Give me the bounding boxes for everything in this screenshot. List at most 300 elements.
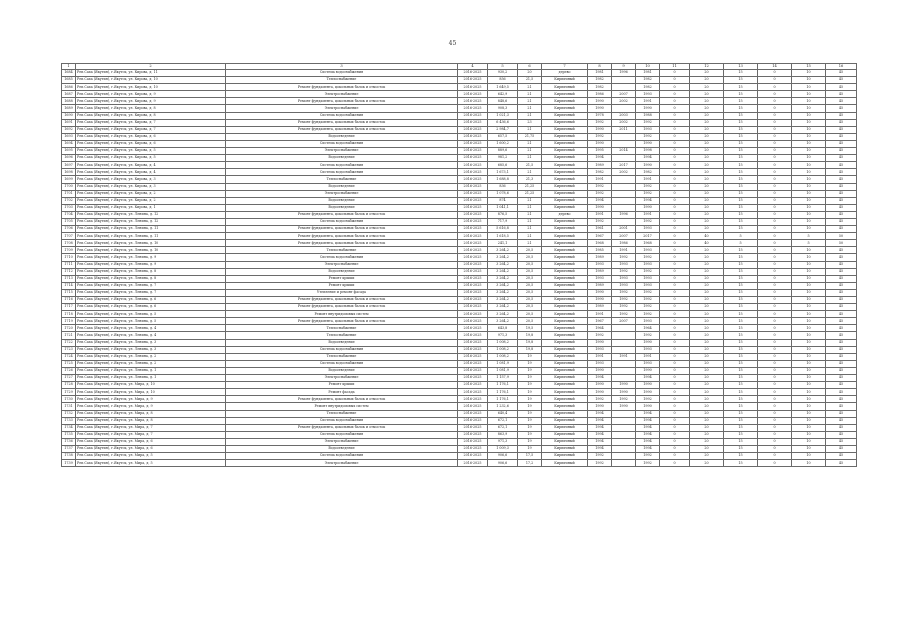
table-cell: 0 bbox=[660, 112, 690, 119]
table-cell: 0 bbox=[660, 304, 690, 311]
table-row bbox=[62, 382, 857, 389]
table-cell: 20 bbox=[690, 176, 724, 183]
table-cell: 1720 bbox=[62, 325, 76, 332]
table-cell: 1968 bbox=[588, 240, 612, 247]
table-cell: 20 bbox=[690, 77, 724, 84]
table-cell: Кирпичный bbox=[542, 148, 588, 155]
table-cell: Ремонт фундамента, цокольных балок и отмосток bbox=[226, 318, 458, 325]
table-cell: 45 bbox=[826, 318, 857, 325]
table-cell: 856 bbox=[488, 77, 518, 84]
table-cell: 5 616,8 bbox=[488, 226, 518, 233]
table-cell: 1993 bbox=[636, 360, 660, 367]
table-cell: 21 bbox=[518, 105, 542, 112]
table-cell: 1990 bbox=[588, 389, 612, 396]
table-cell: 1990 bbox=[588, 105, 612, 112]
table-cell: 1989 bbox=[588, 254, 612, 261]
table-cell: 1982 bbox=[588, 84, 612, 91]
table-cell: 10 bbox=[792, 112, 826, 119]
table-cell: Реп.Саха (Якутия), г.Якутск, ул. Мира, д. 7 bbox=[76, 424, 226, 431]
table-cell: 20 bbox=[690, 148, 724, 155]
table-cell: 1 232,6 bbox=[488, 403, 518, 410]
table-cell: 1 041,1 bbox=[488, 204, 518, 211]
table-cell: 2016-2025 bbox=[458, 126, 488, 133]
table-cell: 3 264,2 bbox=[488, 254, 518, 261]
table-cell: Реп.Саха (Якутия), г.Якутск, ул. Ленина, д. 5 bbox=[76, 311, 226, 318]
table-cell: 2016-2025 bbox=[458, 211, 488, 218]
table-cell: 1701 bbox=[62, 190, 76, 197]
table-cell: 10 bbox=[792, 339, 826, 346]
table-cell: 0 bbox=[660, 218, 690, 225]
table-cell: 0 bbox=[660, 183, 690, 190]
table-cell: 0 bbox=[758, 453, 792, 460]
table-cell: 1982 bbox=[636, 84, 660, 91]
table-cell: 2016-2025 bbox=[458, 289, 488, 296]
table-cell: Реп.Саха (Якутия), г.Якутск, ул. Ленина, д. 4 bbox=[76, 332, 226, 339]
table-cell: 2016-2025 bbox=[458, 389, 488, 396]
table-cell: 0 bbox=[758, 119, 792, 126]
table-cell: 0 bbox=[758, 445, 792, 452]
table-cell: 20 bbox=[690, 424, 724, 431]
table-cell: 0 bbox=[758, 275, 792, 282]
table-cell bbox=[612, 133, 636, 140]
table-cell: 15 bbox=[724, 77, 758, 84]
table-cell: 0 bbox=[758, 183, 792, 190]
table-cell: 45 bbox=[826, 176, 857, 183]
table-cell: 45 bbox=[826, 360, 857, 367]
table-cell: 1992 bbox=[588, 218, 612, 225]
table-cell: 21 bbox=[518, 226, 542, 233]
table-cell: 2016-2025 bbox=[458, 140, 488, 147]
table-row bbox=[62, 133, 857, 140]
table-cell: 2016-2025 bbox=[458, 297, 488, 304]
table-cell: Кирпичный bbox=[542, 240, 588, 247]
table-cell: 45 bbox=[826, 282, 857, 289]
table-cell: 876,5 bbox=[488, 211, 518, 218]
table-cell: 1990 bbox=[636, 140, 660, 147]
table-cell: 10 bbox=[792, 438, 826, 445]
table-cell: Реп.Саха (Якутия), г.Якутск, ул. Ленина, д. 6 bbox=[76, 297, 226, 304]
table-cell: 45 bbox=[826, 431, 857, 438]
table-cell bbox=[612, 325, 636, 332]
table-cell: 1 008,2 bbox=[488, 353, 518, 360]
table-cell: Реп.Саха (Якутия), г.Якутск, ул. Мира, д. 6 bbox=[76, 438, 226, 445]
table-cell: 0 bbox=[660, 297, 690, 304]
table-cell: 1 176,1 bbox=[488, 389, 518, 396]
table-cell: 20,5 bbox=[518, 297, 542, 304]
table-cell: 889,6 bbox=[488, 148, 518, 155]
table-cell: Реп.Саха (Якутия), г.Якутск, ул. Ленина, д. 11 bbox=[76, 233, 226, 240]
table-cell: 2002 bbox=[612, 169, 636, 176]
table-cell: 1964 bbox=[588, 325, 612, 332]
table-cell: 10 bbox=[792, 91, 826, 98]
table-cell: 1990 bbox=[588, 297, 612, 304]
table-cell: Реп.Саха (Якутия), г.Якутск, ул. Мира, д. 9 bbox=[76, 396, 226, 403]
table-cell: Кирпичный bbox=[542, 403, 588, 410]
table-cell: 10 bbox=[792, 126, 826, 133]
table-cell: 45 bbox=[826, 445, 857, 452]
table-cell: 1993 bbox=[636, 91, 660, 98]
table-cell: 2016-2025 bbox=[458, 410, 488, 417]
table-cell: 0 bbox=[758, 218, 792, 225]
table-cell: 1737 bbox=[62, 445, 76, 452]
table-cell: 1990 bbox=[588, 403, 612, 410]
table-cell: 0 bbox=[758, 176, 792, 183]
column-header: 13 bbox=[724, 64, 758, 70]
table-cell: 20 bbox=[690, 417, 724, 424]
table-cell: 20 bbox=[690, 389, 724, 396]
table-cell: Кирпичный bbox=[542, 445, 588, 452]
table-cell: Кирпичный bbox=[542, 233, 588, 240]
table-cell: Реп.Саха (Якутия), г.Якутск, ул. Ленина, д. 10 bbox=[76, 240, 226, 247]
table-cell: 45 bbox=[826, 453, 857, 460]
table-cell: 15 bbox=[724, 204, 758, 211]
table-cell: 15 bbox=[724, 148, 758, 155]
table-cell: 45 bbox=[826, 268, 857, 275]
table-cell: Водоотведение bbox=[226, 268, 458, 275]
column-header: 1 bbox=[62, 64, 76, 70]
table-cell: 971,3 bbox=[488, 438, 518, 445]
table-cell: 971,3 bbox=[488, 332, 518, 339]
table-cell: 1727 bbox=[62, 375, 76, 382]
table-cell: 1694 bbox=[62, 140, 76, 147]
table-cell: 1728 bbox=[62, 382, 76, 389]
table-cell: 981,2 bbox=[488, 155, 518, 162]
table-row bbox=[62, 226, 857, 233]
table-cell: 2016-2025 bbox=[458, 438, 488, 445]
table-cell: 45 bbox=[826, 311, 857, 318]
table-cell: 2016-2025 bbox=[458, 282, 488, 289]
table-cell: 1992 bbox=[636, 304, 660, 311]
table-cell: 1990 bbox=[612, 382, 636, 389]
table-cell: 15 bbox=[724, 169, 758, 176]
table-cell: 20,5 bbox=[518, 261, 542, 268]
table-cell bbox=[612, 140, 636, 147]
table-cell: 2016-2025 bbox=[458, 218, 488, 225]
table-cell: Кирпичный bbox=[542, 176, 588, 183]
table-cell: 21 bbox=[518, 204, 542, 211]
table-cell: Электроснабжение bbox=[226, 190, 458, 197]
table-cell: 0 bbox=[758, 360, 792, 367]
table-cell: 1 081,9 bbox=[488, 367, 518, 374]
table-cell: 2007 bbox=[612, 233, 636, 240]
table-cell bbox=[612, 346, 636, 353]
table-cell: 10 bbox=[792, 431, 826, 438]
table-cell: 19 bbox=[518, 431, 542, 438]
table-cell: Система водоснабжения bbox=[226, 346, 458, 353]
table-cell: 1993 bbox=[636, 318, 660, 325]
table-cell: Реп.Саха (Якутия), г.Якутск, ул. Мира, д. 9 bbox=[76, 403, 226, 410]
table-cell: 21,3 bbox=[518, 176, 542, 183]
table-cell: 21 bbox=[518, 112, 542, 119]
table-cell: 0 bbox=[758, 70, 792, 77]
table-cell: 1986 bbox=[588, 91, 612, 98]
table-cell bbox=[612, 218, 636, 225]
table-cell: Реп.Саха (Якутия), г.Якутск, ул. Ленина, д. 1 bbox=[76, 367, 226, 374]
table-cell: 1993 bbox=[636, 126, 660, 133]
table-cell bbox=[612, 204, 636, 211]
table-cell: 2016-2025 bbox=[458, 77, 488, 84]
table-cell: Кирпичный bbox=[542, 325, 588, 332]
table-cell: 1981 bbox=[588, 70, 612, 77]
table-cell: 10 bbox=[792, 289, 826, 296]
table-cell: 20 bbox=[690, 190, 724, 197]
table-cell: Ремонт фундамента, цокольных балок и отмосток bbox=[226, 211, 458, 218]
table-cell: 1994 bbox=[588, 431, 612, 438]
table-cell: Водоотведение bbox=[226, 155, 458, 162]
table-cell: 0 bbox=[758, 233, 792, 240]
table-cell: 2016-2025 bbox=[458, 155, 488, 162]
table-cell: 0 bbox=[758, 367, 792, 374]
table-cell: 0 bbox=[660, 155, 690, 162]
table-cell: 45 bbox=[826, 204, 857, 211]
table-cell: 1991 bbox=[588, 211, 612, 218]
table-cell: 0 bbox=[758, 375, 792, 382]
table-cell: 19 bbox=[518, 353, 542, 360]
table-cell: Реп.Саха (Якутия), г.Якутск, ул. Кирова, д. 1 bbox=[76, 204, 226, 211]
table-cell: 15 bbox=[724, 453, 758, 460]
table-cell: 1699 bbox=[62, 176, 76, 183]
table-cell: 15 bbox=[724, 360, 758, 367]
table-cell: 1695 bbox=[62, 148, 76, 155]
table-cell: 0 bbox=[758, 403, 792, 410]
table-cell: 2016-2025 bbox=[458, 261, 488, 268]
table-row bbox=[62, 140, 857, 147]
table-cell: 1 600,2 bbox=[488, 140, 518, 147]
table-cell: 10 bbox=[792, 261, 826, 268]
table-cell: 0 bbox=[758, 282, 792, 289]
table-cell: Теплоснабжение bbox=[226, 176, 458, 183]
table-cell: 15 bbox=[724, 70, 758, 77]
table-cell: 10 bbox=[792, 98, 826, 105]
table-cell: Ремонт фундамента, цокольных балок и отмосток bbox=[226, 98, 458, 105]
table-cell: 1978 bbox=[588, 112, 612, 119]
table-cell: 1992 bbox=[636, 289, 660, 296]
table-cell: Кирпичный bbox=[542, 438, 588, 445]
table-cell: Система водоснабжения bbox=[226, 360, 458, 367]
table-row bbox=[62, 325, 857, 332]
table-cell: 1994 bbox=[588, 424, 612, 431]
table-cell: 1990 bbox=[636, 389, 660, 396]
table-cell: 45 bbox=[826, 183, 857, 190]
table-cell: 23 bbox=[518, 119, 542, 126]
table-cell: 1990 bbox=[636, 367, 660, 374]
table-cell: 0 bbox=[758, 346, 792, 353]
column-header: 8 bbox=[588, 64, 612, 70]
column-header: 7 bbox=[542, 64, 588, 70]
table-cell: 0 bbox=[660, 162, 690, 169]
table-cell: 3 264,2 bbox=[488, 289, 518, 296]
table-cell: 20,5 bbox=[518, 268, 542, 275]
column-header: 15 bbox=[792, 64, 826, 70]
table-cell: 15 bbox=[724, 190, 758, 197]
table-cell: 2016-2025 bbox=[458, 197, 488, 204]
table-cell: 21 bbox=[518, 211, 542, 218]
table-cell: 15 bbox=[724, 318, 758, 325]
table-cell: 0 bbox=[758, 339, 792, 346]
table-cell: 20 bbox=[690, 211, 724, 218]
table-cell: 50 bbox=[826, 240, 857, 247]
table-cell: 19 bbox=[518, 445, 542, 452]
table-cell: 1702 bbox=[62, 197, 76, 204]
table-cell: 0 bbox=[660, 197, 690, 204]
table-cell: 1992 bbox=[588, 183, 612, 190]
table-cell bbox=[612, 105, 636, 112]
table-cell: 2016-2025 bbox=[458, 169, 488, 176]
table-cell: 0 bbox=[758, 410, 792, 417]
table-cell: 10 bbox=[792, 318, 826, 325]
table-cell: 20 bbox=[690, 403, 724, 410]
table-cell: Реп.Саха (Якутия), г.Якутск, ул. Ленина, д. 4 bbox=[76, 325, 226, 332]
table-cell: 19 bbox=[518, 375, 542, 382]
table-cell: 20 bbox=[690, 375, 724, 382]
table-cell: 2001 bbox=[612, 226, 636, 233]
table-cell: 2016-2025 bbox=[458, 275, 488, 282]
table-cell bbox=[612, 197, 636, 204]
table-cell: 2016-2025 bbox=[458, 360, 488, 367]
table-cell: 0 bbox=[758, 460, 792, 467]
table-cell: 0 bbox=[758, 389, 792, 396]
table-cell: 1986 bbox=[612, 240, 636, 247]
table-cell: 20 bbox=[690, 382, 724, 389]
table-cell: 1689 bbox=[62, 105, 76, 112]
table-row bbox=[62, 190, 857, 197]
table-cell bbox=[612, 445, 636, 452]
table-cell: Теплоснабжение bbox=[226, 410, 458, 417]
table-cell: 0 bbox=[660, 318, 690, 325]
table-cell: дерево bbox=[542, 211, 588, 218]
table-cell: 1697 bbox=[62, 162, 76, 169]
table-cell: Ремонт фундамента, цокольных балок и отмосток bbox=[226, 297, 458, 304]
table-cell: 45 bbox=[826, 297, 857, 304]
table-cell: 15 bbox=[724, 119, 758, 126]
table-cell: 20 bbox=[690, 226, 724, 233]
table-cell: Кирпичный bbox=[542, 84, 588, 91]
table-cell: 0 bbox=[758, 148, 792, 155]
table-cell: Кирпичный bbox=[542, 346, 588, 353]
table-cell: 45 bbox=[826, 226, 857, 233]
table-cell: 1 176,1 bbox=[488, 382, 518, 389]
table-cell: Реп.Саха (Якутия), г.Якутск, ул. Ленина, д. 6 bbox=[76, 304, 226, 311]
table-cell: 20 bbox=[690, 247, 724, 254]
table-cell: 15 bbox=[724, 226, 758, 233]
table-cell: 1992 bbox=[636, 332, 660, 339]
table-cell: 2016-2025 bbox=[458, 105, 488, 112]
table-cell: 45 bbox=[826, 438, 857, 445]
table-cell: 908,3 bbox=[488, 105, 518, 112]
table-cell: 0 bbox=[660, 190, 690, 197]
table-cell: 1990 bbox=[588, 98, 612, 105]
table-cell: 3 264,2 bbox=[488, 318, 518, 325]
table-cell: Кирпичный bbox=[542, 389, 588, 396]
table-cell: 10 bbox=[792, 453, 826, 460]
table-cell: 10 bbox=[792, 70, 826, 77]
table-cell: 1992 bbox=[612, 396, 636, 403]
table-cell: 0 bbox=[758, 105, 792, 112]
table-cell bbox=[612, 176, 636, 183]
table-cell: 19 bbox=[518, 360, 542, 367]
table-cell: 1707 bbox=[62, 233, 76, 240]
table-cell: 20 bbox=[690, 353, 724, 360]
table-cell: Реп.Саха (Якутия), г.Якутск, ул. Мира, д. 10 bbox=[76, 389, 226, 396]
table-cell: Кирпичный bbox=[542, 289, 588, 296]
table-row bbox=[62, 275, 857, 282]
table-cell: 10 bbox=[792, 77, 826, 84]
table-cell: 45 bbox=[826, 261, 857, 268]
table-cell: 21 bbox=[518, 240, 542, 247]
table-cell: 0 bbox=[660, 84, 690, 91]
table-cell: 2016-2025 bbox=[458, 98, 488, 105]
table-cell: 1714 bbox=[62, 282, 76, 289]
table-cell: 2007 bbox=[612, 91, 636, 98]
table-cell: 672,1 bbox=[488, 417, 518, 424]
table-cell: 848,6 bbox=[488, 98, 518, 105]
table-cell: 15 bbox=[724, 424, 758, 431]
table-cell: 0 bbox=[660, 226, 690, 233]
table-cell: Система водоснабжения bbox=[226, 112, 458, 119]
table-row bbox=[62, 105, 857, 112]
table-cell: 45 bbox=[826, 84, 857, 91]
table-cell: Реп.Саха (Якутия), г.Якутск, ул. Мира, д. 5 bbox=[76, 453, 226, 460]
table-cell: Реп.Саха (Якутия), г.Якутск, ул. Ленина, д. 7 bbox=[76, 282, 226, 289]
table-cell: 1710 bbox=[62, 254, 76, 261]
table-cell: 0 bbox=[660, 375, 690, 382]
table-cell: 10 bbox=[792, 169, 826, 176]
table-row bbox=[62, 176, 857, 183]
table-cell: Реп.Саха (Якутия), г.Якутск, ул. Мира, д. 8 bbox=[76, 410, 226, 417]
table-cell: 685,6 bbox=[488, 162, 518, 169]
table-cell: 1724 bbox=[62, 353, 76, 360]
table-row bbox=[62, 367, 857, 374]
table-row bbox=[62, 282, 857, 289]
table-cell: Кирпичный bbox=[542, 119, 588, 126]
table-cell: 1989 bbox=[588, 162, 612, 169]
table-cell: Реп.Саха (Якутия), г.Якутск, ул. Кирова, д. 5 bbox=[76, 155, 226, 162]
table-cell: 2016-2025 bbox=[458, 162, 488, 169]
table-cell: 1990 bbox=[588, 382, 612, 389]
table-cell: 0 bbox=[660, 360, 690, 367]
table-cell: 836 bbox=[488, 183, 518, 190]
table-cell: 1994 bbox=[636, 431, 660, 438]
table-cell: Реп.Саха (Якутия), г.Якутск, ул. Ленина, д. 12 bbox=[76, 218, 226, 225]
table-cell: 1716 bbox=[62, 297, 76, 304]
table-cell: 1686 bbox=[62, 84, 76, 91]
table-cell: 1989 bbox=[588, 268, 612, 275]
table-cell: 1 008,2 bbox=[488, 346, 518, 353]
table-cell: 1988 bbox=[636, 112, 660, 119]
column-header: 12 bbox=[690, 64, 724, 70]
table-cell: Кирпичный bbox=[542, 318, 588, 325]
table-cell: 20,5 bbox=[518, 304, 542, 311]
table-cell: 20 bbox=[690, 183, 724, 190]
table-cell: Кирпичный bbox=[542, 183, 588, 190]
table-cell: 1 688,8 bbox=[488, 176, 518, 183]
table-cell: Теплоснабжение bbox=[226, 247, 458, 254]
table-cell: 45 bbox=[826, 133, 857, 140]
table-cell: 1721 bbox=[62, 332, 76, 339]
table-cell: 15 bbox=[724, 133, 758, 140]
table-cell: Кирпичный bbox=[542, 155, 588, 162]
table-cell: 45 bbox=[826, 417, 857, 424]
table-cell: 10 bbox=[792, 367, 826, 374]
table-cell: 2016-2025 bbox=[458, 318, 488, 325]
table-row bbox=[62, 91, 857, 98]
table-cell: 1990 bbox=[588, 140, 612, 147]
table-cell: 0 bbox=[660, 169, 690, 176]
table-cell: 1722 bbox=[62, 339, 76, 346]
table-cell: Теплоснабжение bbox=[226, 325, 458, 332]
table-row bbox=[62, 211, 857, 218]
table-cell: 0 bbox=[660, 254, 690, 261]
